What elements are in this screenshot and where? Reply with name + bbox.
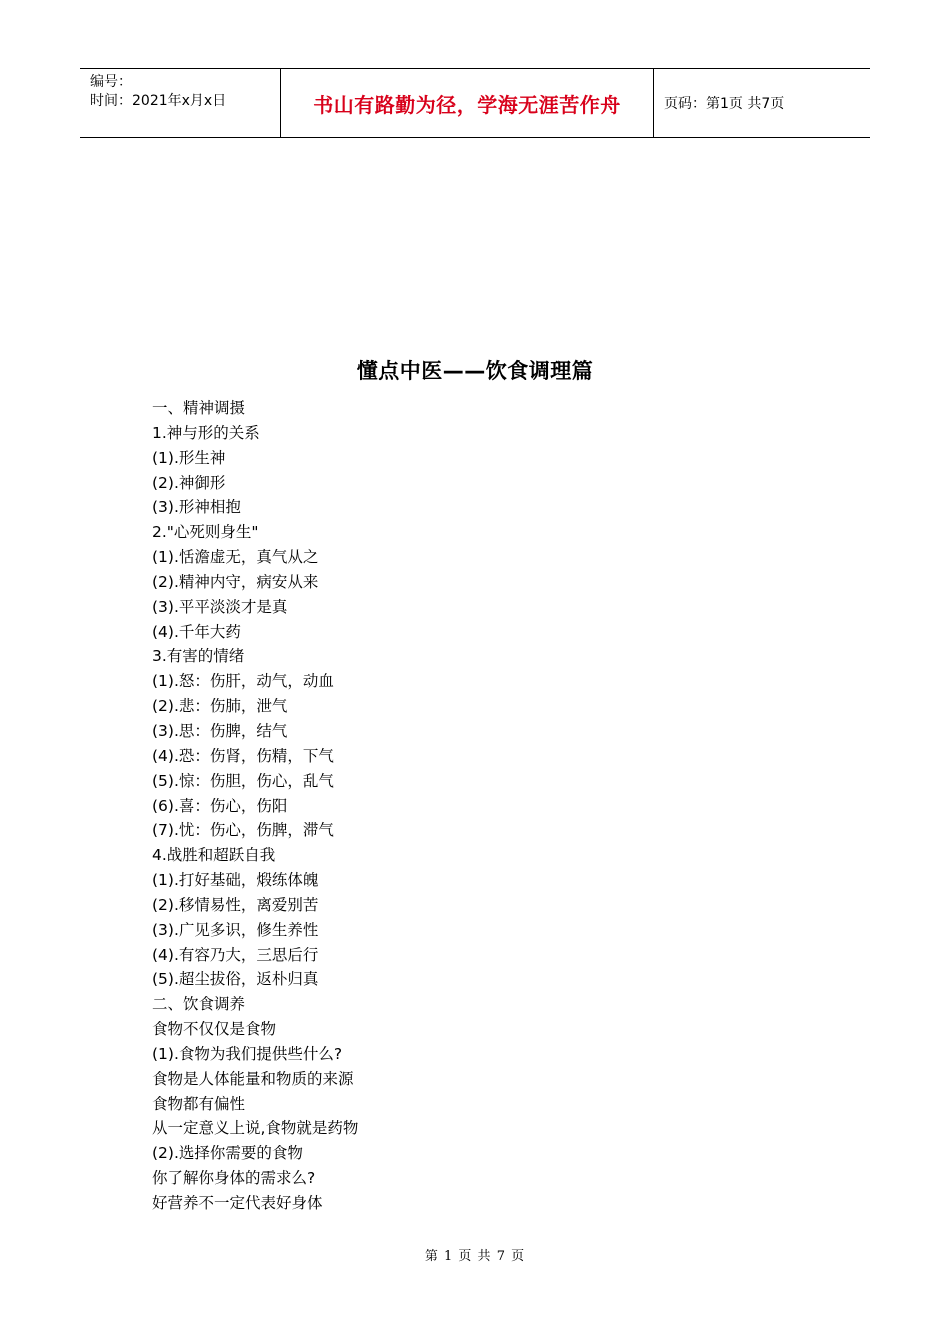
text-line: (7).忧：伤心，伤脾，滞气	[152, 821, 334, 840]
time-label: 时间：2021年x月x日	[90, 93, 227, 109]
text-line: 一、精神调摄	[152, 399, 246, 417]
header-page-info: 页码：第1页 共7页	[664, 96, 785, 112]
text-line: (3).思：伤脾，结气	[152, 721, 288, 740]
text-line: (1).打好基础，煅练体魄	[152, 871, 319, 890]
text-line: 你了解你身体的需求么?	[152, 1169, 316, 1188]
text-line: (2).神御形	[152, 473, 226, 492]
document-title: 懂点中医——饮食调理篇	[356, 359, 594, 383]
text-line: 食物都有偏性	[152, 1094, 246, 1113]
text-line: (4).有容乃大，三思后行	[152, 945, 319, 964]
number-label: 编号：	[90, 74, 132, 90]
text-line: 食物不仅仅是食物	[152, 1020, 277, 1039]
text-line: (1).怒：伤肝，动气，动血	[152, 672, 334, 691]
text-line: 好营养不一定代表好身体	[152, 1194, 323, 1212]
page-footer: 第 1 页 共 7 页	[424, 1249, 526, 1264]
text-line: (5).惊：伤胆，伤心，乱气	[152, 771, 334, 790]
text-line: (1).恬澹虚无，真气从之	[152, 548, 319, 567]
text-line: 从一定意义上说,食物就是药物	[152, 1119, 359, 1138]
text-line: (5).超尘拔俗，返朴归真	[152, 970, 319, 989]
text-line: (2).选择你需要的食物	[152, 1144, 303, 1163]
text-line: (2).移情易性，离爱别苦	[152, 895, 319, 914]
text-line: (6).喜：伤心，伤阳	[152, 796, 288, 815]
text-line: 二、饮食调养	[152, 995, 246, 1014]
page-header	[80, 68, 870, 138]
text-line: (1).食物为我们提供些什么?	[152, 1044, 343, 1063]
header-meta	[80, 69, 281, 137]
text-line: 1.神与形的关系	[152, 423, 260, 442]
text-line: (2).悲：伤肺，泄气	[152, 697, 288, 716]
text-line: 2."心死则身生"	[152, 523, 259, 542]
text-line: (4).千年大药	[152, 622, 241, 641]
text-line: (3).形神相抱	[152, 498, 241, 517]
text-line: (3).广见多识，修生养性	[152, 920, 319, 939]
text-line: (2).精神内守，病安从来	[152, 572, 319, 591]
text-line: 食物是人体能量和物质的来源	[152, 1069, 354, 1088]
text-line: 3.有害的情绪	[152, 647, 245, 666]
text-line: (3).平平淡淡才是真	[152, 597, 288, 616]
text-line: (4).恐：伤肾，伤精，下气	[152, 746, 334, 765]
header-motto: 书山有路勤为径，学海无涯苦作舟	[281, 69, 654, 137]
text-line: (1).形生神	[152, 448, 226, 467]
document-body	[152, 396, 792, 1216]
text-line: 4.战胜和超跃自我	[152, 846, 276, 865]
